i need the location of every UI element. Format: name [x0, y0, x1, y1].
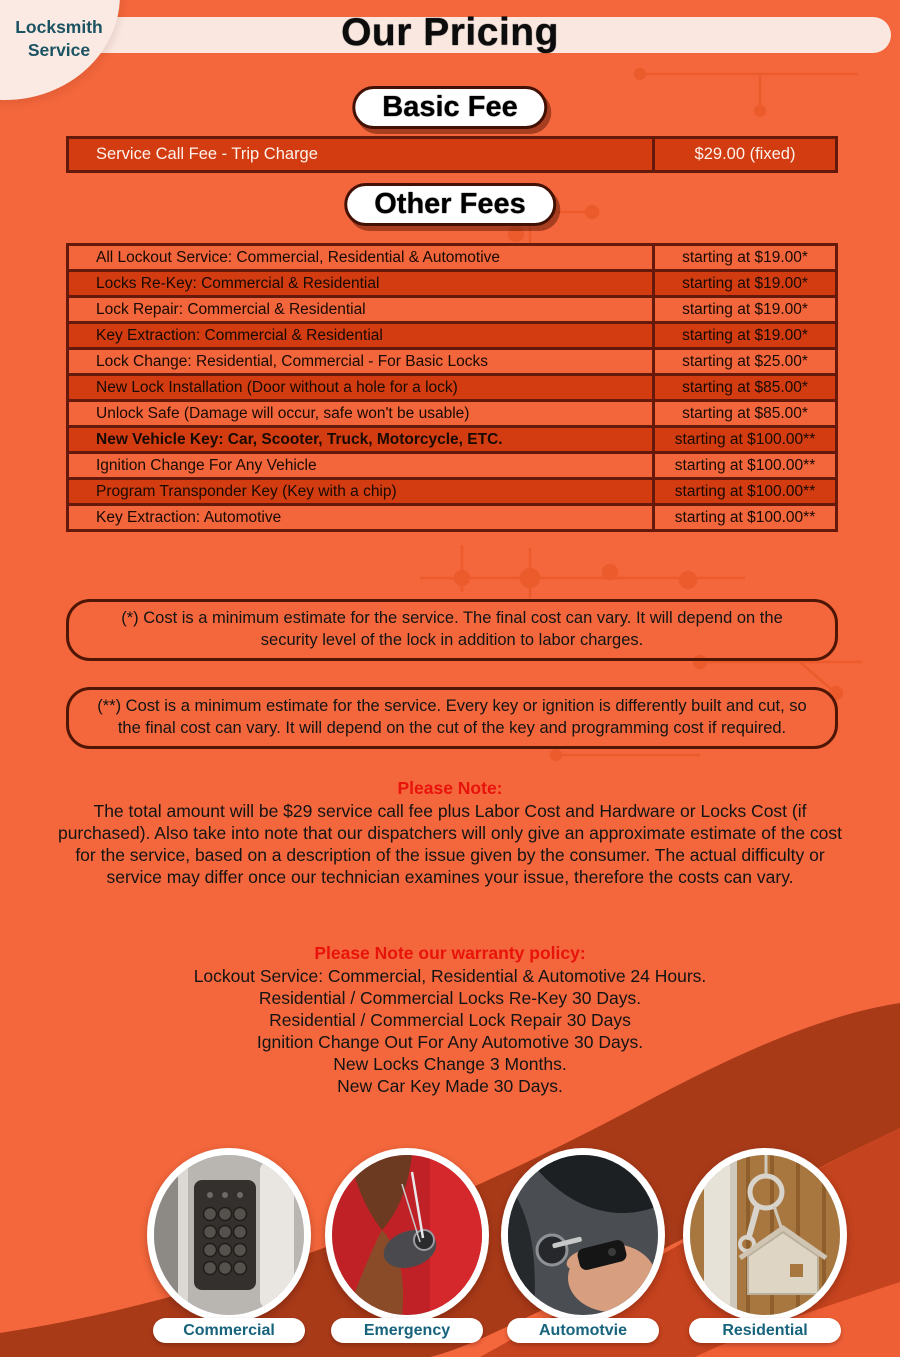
other-fees-table	[66, 243, 838, 532]
warranty-line: Residential / Commercial Lock Repair 30 Days	[269, 1010, 631, 1030]
service-cell: New Lock Installation (Door without a hole for a lock)	[96, 378, 458, 396]
price-cell: starting at $100.00**	[652, 428, 835, 451]
basic-fee-heading: Basic Fee	[352, 86, 547, 129]
service-cell: Lock Change: Residential, Commercial - For Basic Locks	[96, 352, 488, 370]
service-cell: Unlock Safe (Damage will occur, safe won't be usable)	[96, 404, 470, 422]
service-cell: All Lockout Service: Commercial, Residential & Automotive	[96, 248, 501, 266]
table-row	[69, 139, 835, 170]
please-note-heading: Please Note:	[397, 778, 503, 798]
category-label-commercial: Commercial	[153, 1318, 305, 1343]
table-row	[69, 480, 835, 506]
warranty-policy-list	[0, 965, 900, 1097]
table-row	[69, 246, 835, 272]
please-note-body: The total amount will be $29 service call fee plus Labor Cost and Hardware or Locks Cost (if purchased). Also take into note that our dispatchers will only give an approximate estimate of the cost for the service, based on a description of the issue given by the consumer. The actual difficulty or service may differ once our technician examines your issue, therefore the costs can vary.	[57, 801, 843, 888]
warranty-line: Ignition Change Out For Any Automotive 30 Days.	[256, 1032, 644, 1052]
other-fees-heading: Other Fees	[344, 183, 556, 226]
double-asterisk-note: (**) Cost is a minimum estimate for the service. Every key or ignition is differently built and cut, so the final cost can vary. It will depend on the cut of the key and programming cost if required.	[66, 687, 838, 749]
price-cell: starting at $100.00**	[652, 506, 835, 529]
service-cell: Program Transponder Key (Key with a chip)	[96, 482, 397, 500]
service-cell: Key Extraction: Commercial & Residential	[96, 326, 383, 344]
house-keys-photo	[683, 1148, 847, 1322]
table-row	[69, 298, 835, 324]
price-cell: starting at $85.00*	[652, 402, 835, 425]
service-cell: Locks Re-Key: Commercial & Residential	[96, 274, 380, 292]
table-row	[69, 272, 835, 298]
car-key-ignition-photo	[501, 1148, 665, 1322]
page-title: Our Pricing	[341, 11, 559, 54]
warranty-line: Residential / Commercial Locks Re-Key 30 Days.	[258, 988, 642, 1008]
price-cell: starting at $25.00*	[652, 350, 835, 373]
service-cell: New Vehicle Key: Car, Scooter, Truck, Motorcycle, ETC.	[96, 430, 503, 448]
warranty-line: Lockout Service: Commercial, Residential & Automotive 24 Hours.	[193, 966, 707, 986]
category-label-automotive: Automotvie	[507, 1318, 659, 1343]
table-row	[69, 454, 835, 480]
price-cell: starting at $19.00*	[652, 298, 835, 321]
price-cell: starting at $100.00**	[652, 480, 835, 503]
warranty-line: New Locks Change 3 Months.	[333, 1054, 567, 1074]
price-cell: starting at $85.00*	[652, 376, 835, 399]
table-row	[69, 506, 835, 529]
price-cell: starting at $19.00*	[652, 272, 835, 295]
logo-line1: Locksmith	[15, 17, 103, 37]
table-row	[69, 376, 835, 402]
table-row-highlighted	[69, 428, 835, 454]
service-cell: Key Extraction: Automotive	[96, 508, 282, 526]
table-row	[69, 324, 835, 350]
category-label-residential: Residential	[689, 1318, 841, 1343]
table-row	[69, 402, 835, 428]
warranty-line: New Car Key Made 30 Days.	[337, 1076, 563, 1096]
service-cell: Ignition Change For Any Vehicle	[96, 456, 317, 474]
category-label-emergency: Emergency	[331, 1318, 483, 1343]
service-cell: Lock Repair: Commercial & Residential	[96, 300, 366, 318]
warranty-heading: Please Note our warranty policy:	[314, 943, 586, 963]
table-row	[69, 350, 835, 376]
price-cell: starting at $100.00**	[652, 454, 835, 477]
logo-line2: Service	[27, 39, 91, 60]
price-cell: $29.00 (fixed)	[652, 139, 835, 170]
price-cell: starting at $19.00*	[652, 324, 835, 347]
keypad-lock-photo	[147, 1148, 311, 1322]
service-cell: Service Call Fee - Trip Charge	[96, 145, 318, 163]
car-lockout-photo	[325, 1148, 489, 1322]
single-asterisk-note: (*) Cost is a minimum estimate for the service. The final cost can vary. It will depend on the security level of the lock in addition to labor charges.	[66, 599, 838, 661]
price-cell: starting at $19.00*	[652, 246, 835, 269]
basic-fee-table	[66, 136, 838, 173]
